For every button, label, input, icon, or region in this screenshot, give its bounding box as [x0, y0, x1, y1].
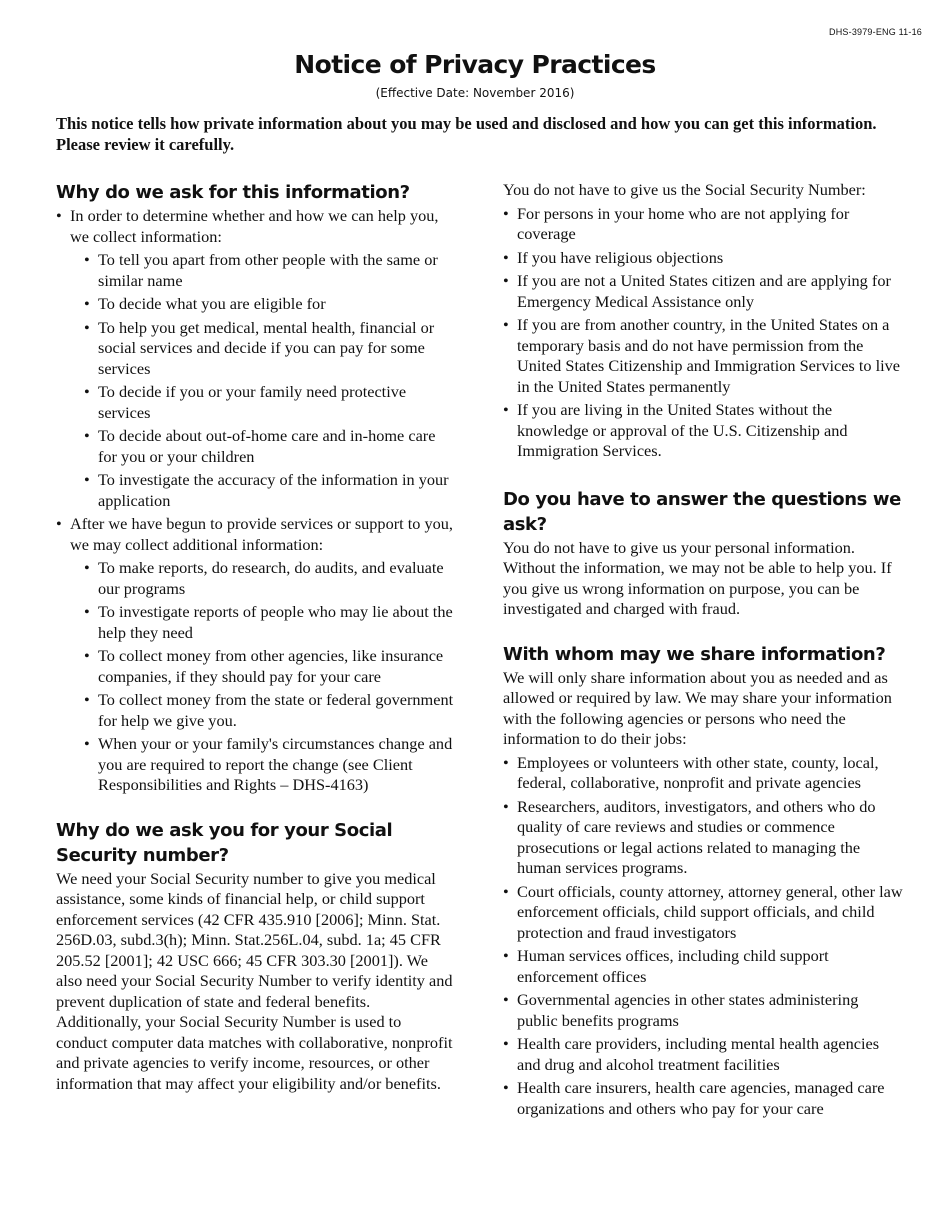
left-column	[56, 180, 456, 1094]
list-item: • Health care insurers, health care agencies, managed care organizations and others who pay for your care	[503, 1078, 903, 1119]
list-item: • When your or your family's circumstances change and you are required to report the change (see Client Responsibilities and Rights – DHS-4163)	[84, 734, 456, 796]
right-column	[503, 180, 903, 1122]
list-item: • Researchers, auditors, investigators, and others who do quality of care reviews and studies or commence prosecutions or legal actions related to managing the human services programs.	[503, 797, 903, 879]
list-item: • To help you get medical, mental health, financial or social services and decide if you can pay for some services	[84, 318, 456, 380]
intro-paragraph: This notice tells how private information about you may be used and disclosed and how you can get this information. Please review it carefully.	[56, 114, 877, 154]
ssn-paragraph: We need your Social Security number to give you medical assistance, some kinds of financial help, or child support enforcement services (42 CFR 435.910 [2006]; Minn. Stat. 256D.03, subd.3(h); Minn. Stat.256L.04, subd. 1a; 45 CFR 205.52 [2001]; 42 USC 666; 45 CFR 303.30 [2001]). We also need your Social Security Number to verify identity and prevent duplication of state and federal benefits. Additionally, your Social Security Number is used to conduct computer data matches with collaborative, nonprofit and private agencies to verify income, resources, or other information that may affect your eligibility and/or benefits.	[56, 868, 453, 1093]
list-item: • To investigate reports of people who may lie about the help they need	[84, 602, 456, 643]
list-item: • To decide if you or your family need protective services	[84, 382, 456, 423]
list-item: • Governmental agencies in other states administering public benefits programs	[503, 990, 903, 1031]
section-heading-why-info: Why do we ask for this information?	[56, 182, 410, 203]
list-item: • To collect money from the state or federal government for help we give you.	[84, 690, 456, 731]
page-title: Notice of Privacy Practices	[294, 50, 656, 79]
ssn-optional-list	[503, 204, 903, 462]
why-info-sublist-1	[70, 250, 456, 511]
answer-paragraph: You do not have to give us your personal information. Without the information, we may not be able to help you. If you give us wrong information on purpose, you can be investigated and charged with fraud.	[503, 537, 892, 618]
share-paragraph: We will only share information about you as needed and as allowed or required by law. We may share your information with the following agencies or persons who need the information to do their jobs:	[503, 667, 892, 748]
list-item: • Court officials, county attorney, attorney general, other law enforcement officials, child support officials, and child protection and fraud investigators	[503, 882, 903, 944]
list-item: • If you are from another country, in the United States on a temporary basis and do not have permission from the United States Citizenship and Immigration Services to live in the United States permanently	[503, 315, 903, 397]
list-item: • If you are living in the United States without the knowledge or approval of the U.S. Citizenship and Immigration Services.	[503, 400, 903, 462]
section-heading-answer: Do you have to answer the questions we ask?	[503, 488, 901, 535]
list-item-text: In order to determine whether and how we can help you, we collect information:	[70, 206, 439, 246]
list-item: • If you are not a United States citizen and are applying for Emergency Medical Assistance only	[503, 271, 903, 312]
list-item: • Health care providers, including mental health agencies and drug and alcohol treatment facilities	[503, 1034, 903, 1075]
form-code: DHS-3979-ENG 11-16	[829, 27, 922, 37]
list-item: • To decide about out-of-home care and in-home care for you or your children	[84, 426, 456, 467]
list-item	[56, 206, 456, 511]
list-item: • For persons in your home who are not applying for coverage	[503, 204, 903, 245]
why-info-sublist-2	[70, 558, 456, 796]
list-item: • To collect money from other agencies, like insurance companies, if they should pay for your care	[84, 646, 456, 687]
list-item: • To make reports, do research, do audits, and evaluate our programs	[84, 558, 456, 599]
list-item: • To investigate the accuracy of the information in your application	[84, 470, 456, 511]
ssn-optional-lead: You do not have to give us the Social Security Number:	[503, 180, 866, 199]
list-item-text: After we have begun to provide services or support to you, we may collect additional information:	[70, 514, 453, 554]
list-item	[56, 514, 456, 796]
effective-date: (Effective Date: November 2016)	[375, 86, 575, 100]
share-list	[503, 753, 903, 1120]
section-heading-share: With whom may we share information?	[503, 643, 886, 665]
section-heading-ssn: Why do we ask you for your Social Security number?	[56, 819, 393, 866]
why-info-list	[56, 206, 456, 796]
list-item: • Human services offices, including child support enforcement offices	[503, 946, 903, 987]
list-item: • If you have religious objections	[503, 248, 903, 269]
list-item: • Employees or volunteers with other state, county, local, federal, collaborative, nonprofit and private agencies	[503, 753, 903, 794]
list-item: • To tell you apart from other people with the same or similar name	[84, 250, 456, 291]
list-item: • To decide what you are eligible for	[84, 294, 456, 315]
